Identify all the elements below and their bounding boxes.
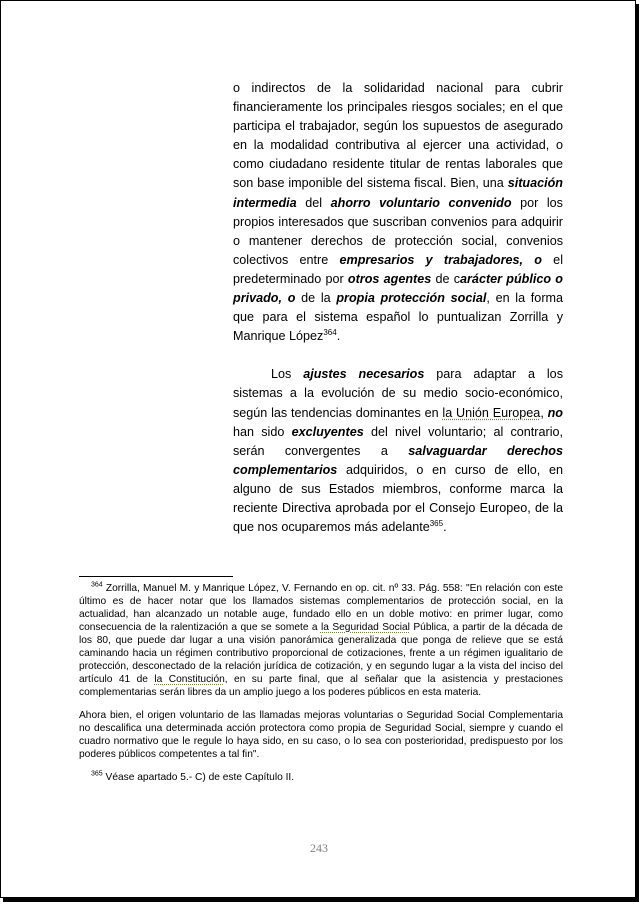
page-number: 243 [310, 841, 328, 855]
footnote-reference: 365 [429, 518, 444, 528]
text-run: Pública, a partir de la década de los 80, que puede dar lugar a una visión panorámica generalizada que ponga de relieve que se está caminando hacia un régimen contributivo proporcional de cotizaciones, frente a un régimen igualitario de protección, desconectado de la relación jurídica de cotización, y en segundo lugar a la vista del inciso del artículo 41 de [79, 622, 563, 685]
text-run: , en la forma que para el sistema español lo puntualizan Zorrilla y Manrique López [233, 291, 564, 344]
footnote-365 [79, 771, 563, 784]
body-text [233, 79, 563, 537]
emphasis-text: no [547, 405, 563, 420]
emphasis-text: ajustes necesarios [303, 367, 425, 382]
text-run: , en su parte final, que al señalar que la asistencia y prestaciones complementarias serán libres da un amplio juego a los poderes públicos en esta materia. [79, 674, 563, 698]
emphasis-text: salvaguardar derechos complementarios [233, 443, 563, 477]
footnote-364 [79, 582, 563, 699]
emphasis-text: empresarios y trabajadores, o [339, 252, 542, 267]
marked-text: la Seguridad Social [320, 622, 410, 633]
footnote-364-text [79, 583, 563, 698]
emphasis-text: arácter público o privado, o [233, 271, 563, 306]
paragraph-1 [233, 79, 563, 346]
text-run: del [296, 195, 331, 210]
footnotes [79, 582, 563, 784]
marked-text: la Constitución [154, 674, 225, 685]
text-run: o indirectos de la solidaridad nacional para cubrir financieramente los principales riesgos sociales; en el que participa el trabajador, según los supuestos de asegurado en la modalidad contributiva al ejercer una actividad, o como ciudadano residente titular de rentas laborales que son base imponible del sistema fiscal. Bien, una [233, 81, 563, 191]
text-run: el predeterminado por [233, 252, 563, 286]
emphasis-text: propia protección social [336, 291, 487, 306]
text-run: de c [431, 271, 461, 286]
paragraph-2 [233, 365, 563, 537]
text-run: para adaptar a los sistemas a la evolución de su medio socio-económico, según las tendencias dominantes en [233, 367, 563, 420]
footnote-364-continuation: Ahora bien, el origen voluntario de las llamadas mejoras voluntarias o Seguridad Social Complementaria no descalifica una determinada acción protectora como propia de Seguridad Social, siempre y cuando el cuadro normativo que le regule lo haya sido, en su caso, o lo sea con posterioridad, predispuesto por los poderes públicos competentes a tal fin". [79, 710, 563, 760]
text-run: . [336, 329, 341, 344]
footnote-365-text: Véase apartado 5.- C) de este Capítulo II. [102, 772, 295, 783]
text-run: . [443, 520, 447, 535]
text-run: , [540, 405, 548, 420]
emphasis-text: excluyentes [291, 424, 364, 439]
text-run: adquiridos, o en curso de ello, en alguno de sus Estados miembros, conforme marca la reciente Directiva aprobada por el Consejo Europeo, de la que nos ocuparemos más adelante [233, 462, 563, 535]
emphasis-text: otros agentes [347, 271, 432, 286]
marked-text: la Unión Europea [442, 405, 541, 420]
emphasis-text: ahorro voluntario convenido [330, 195, 512, 210]
text-run: de la [295, 291, 337, 306]
footnote-365-number: 365 [91, 770, 103, 778]
text-run: Zorrilla, Manuel M. y Manrique López, V. Fernando en op. cit. nº 33. Pág. 558: "En relación con este último es de hacer notar que los llamados sistemas complementarios de protección social, en la actualidad, han alcanzado un notable auge, fundado ello en un doble motivo: en primer lugar, como consecuencia de la ralentización a que se somete a [79, 583, 563, 633]
footnote-364-number: 364 [91, 581, 103, 589]
text-run: por los propios interesados que suscriban convenios para adquirir o mantener derechos de protección social, convenios colectivos entre [233, 195, 563, 267]
footnote-reference: 364 [323, 328, 337, 338]
text-run: del nivel voluntario; al contrario, serán convergentes a [233, 424, 563, 458]
text-run: Los [271, 367, 304, 382]
emphasis-text: situación intermedia [233, 176, 563, 210]
footnote-separator [79, 576, 233, 577]
text-run: han sido [233, 424, 292, 439]
